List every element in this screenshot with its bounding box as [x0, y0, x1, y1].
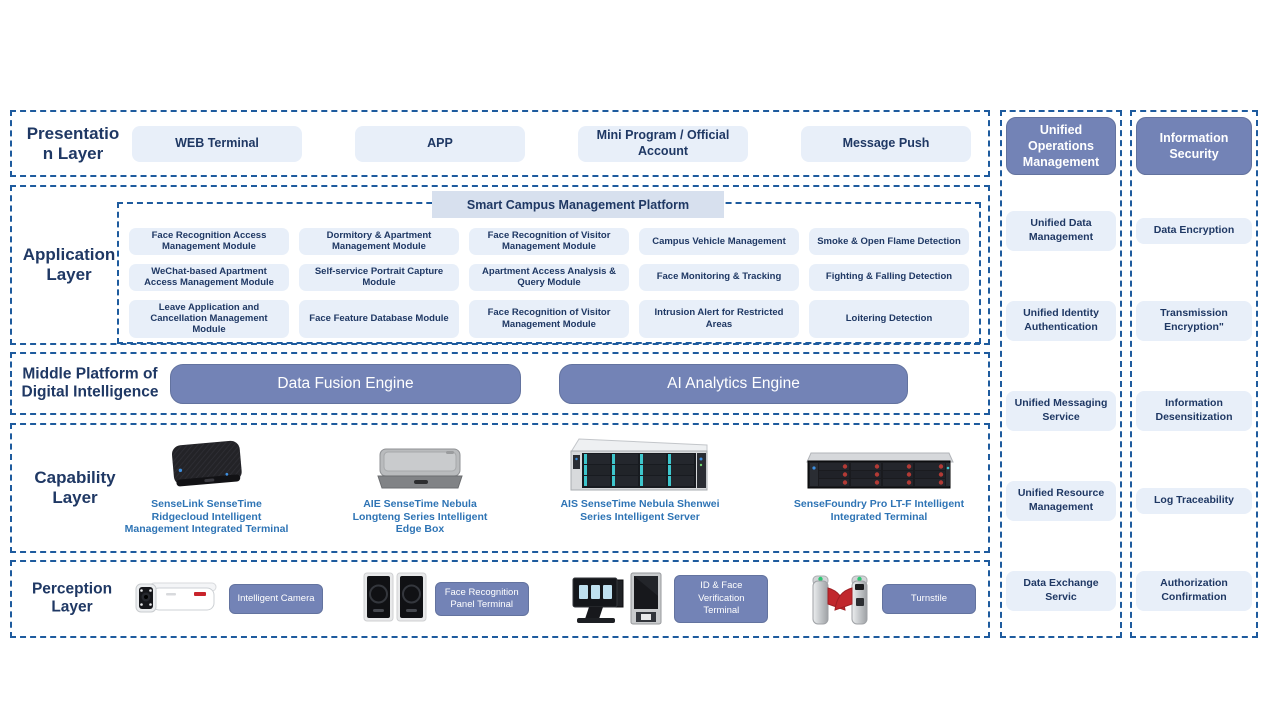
- perception-device-label: ID & Face Verification Terminal: [674, 575, 768, 622]
- application-layer-label: Application Layer: [22, 244, 116, 284]
- ops-item-box: Unified Messaging Service: [1006, 391, 1116, 430]
- security-item-box: Data Encryption: [1136, 218, 1252, 244]
- application-module: Leave Application and Cancellation Management Module: [129, 300, 289, 338]
- application-module: WeChat-based Apartment Access Management Module: [129, 264, 289, 291]
- perception-device-label: Turnstile: [882, 584, 976, 614]
- message-push-box: Message Push: [801, 126, 971, 162]
- information-security-column: [1130, 110, 1258, 638]
- presentation-layer-label: Presentation Layer: [26, 123, 120, 163]
- application-module: Face Recognition Access Management Module: [129, 228, 289, 255]
- turnstile-icon: [807, 567, 875, 632]
- rack-server-2-icon: [803, 431, 955, 495]
- capability-device: [780, 431, 978, 551]
- security-item-box: Information Desensitization: [1136, 391, 1252, 430]
- application-layer-box: [10, 185, 990, 345]
- application-module: Apartment Access Analysis & Query Module: [469, 264, 629, 291]
- rack-server-icon: [569, 431, 711, 495]
- application-module: Campus Vehicle Management: [639, 228, 799, 255]
- unified-operations-header: Unified Operations Management: [1006, 117, 1116, 175]
- application-module: Fighting & Falling Detection: [809, 264, 969, 291]
- capability-device: [124, 431, 289, 551]
- ops-item-box: Unified Resource Management: [1006, 481, 1116, 520]
- application-module: Face Monitoring & Tracking: [639, 264, 799, 291]
- ai-analytics-engine-box: AI Analytics Engine: [559, 364, 908, 404]
- perception-device: [807, 567, 976, 632]
- capability-devices-row: [124, 431, 978, 551]
- perception-device: [130, 571, 323, 628]
- ops-item-box: Data Exchange Servic: [1006, 571, 1116, 610]
- capability-layer-label: Capability Layer: [34, 467, 116, 507]
- middle-platform-box: [10, 352, 990, 415]
- perception-device-label: Intelligent Camera: [229, 584, 323, 614]
- capability-device-name: SenseFoundry Pro LT-F Intelligent Integrated Terminal: [793, 498, 965, 523]
- perception-layer-label: Perception Layer: [31, 580, 113, 616]
- middle-platform-label: Middle Platform of Digital Intelligence: [21, 365, 159, 401]
- unified-operations-items: [1006, 186, 1116, 636]
- presentation-items-row: [132, 112, 988, 175]
- data-fusion-engine-box: Data Fusion Engine: [170, 364, 521, 404]
- application-module: Face Feature Database Module: [299, 300, 459, 338]
- application-module: Loitering Detection: [809, 300, 969, 338]
- face-panel-icon: [362, 570, 428, 629]
- mini-program-box: Mini Program / Official Account: [578, 126, 748, 162]
- capability-device: [340, 431, 500, 551]
- app-box: APP: [355, 126, 525, 162]
- presentation-layer-box: [10, 110, 990, 177]
- application-module: Face Recognition of Visitor Management Module: [469, 228, 629, 255]
- perception-devices-row: [130, 564, 976, 634]
- perception-device-label: Face Recognition Panel Terminal: [435, 582, 529, 617]
- id-terminal-icon: [567, 568, 667, 631]
- perception-device: [567, 568, 768, 631]
- application-module: Self-service Portrait Capture Module: [299, 264, 459, 291]
- edge-box-icon: [372, 431, 468, 495]
- information-security-items: [1136, 186, 1252, 636]
- security-item-box: Authorization Confirmation: [1136, 571, 1252, 610]
- application-module: Smoke & Open Flame Detection: [809, 228, 969, 255]
- application-module: Dormitory & Apartment Management Module: [299, 228, 459, 255]
- capability-device-name: SenseLink SenseTime Ridgecloud Intelligent Management Integrated Terminal: [124, 498, 289, 536]
- information-security-header: Information Security: [1136, 117, 1252, 175]
- ops-item-box: Unified Identity Authentication: [1006, 301, 1116, 340]
- security-item-box: Log Traceability: [1136, 488, 1252, 514]
- web-terminal-box: WEB Terminal: [132, 126, 302, 162]
- application-modules-grid: [129, 228, 969, 336]
- platform-title: Smart Campus Management Platform: [432, 191, 724, 218]
- capability-device-name: AIS SenseTime Nebula Shenwei Series Intelligent Server: [560, 498, 720, 523]
- ops-item-box: Unified Data Management: [1006, 211, 1116, 250]
- perception-device: [362, 570, 529, 629]
- capability-device: [551, 431, 729, 551]
- capability-layer-box: [10, 423, 990, 553]
- application-module: Intrusion Alert for Restricted Areas: [639, 300, 799, 338]
- application-module: Face Recognition of Visitor Management Module: [469, 300, 629, 338]
- capability-device-name: AIE SenseTime Nebula Longteng Series Intelligent Edge Box: [352, 498, 488, 536]
- bullet-camera-icon: [130, 571, 222, 628]
- security-item-box: Transmission Encryption": [1136, 301, 1252, 340]
- perception-layer-box: [10, 560, 990, 638]
- unified-operations-column: [1000, 110, 1122, 638]
- platform-inner-box: [117, 197, 981, 344]
- mini-terminal-box-icon: [163, 431, 251, 495]
